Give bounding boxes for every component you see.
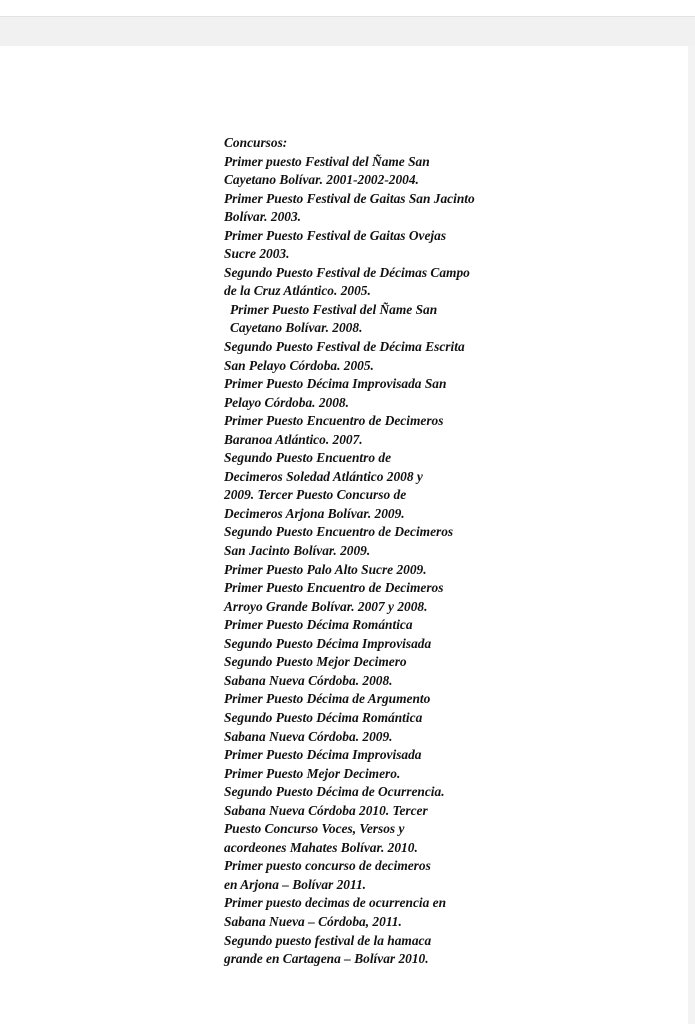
text-line: Segundo Puesto Festival de Décimas Campo — [224, 264, 470, 280]
text-line: grande en Cartagena – Bolívar 2010. — [224, 951, 429, 967]
text-line: Arroyo Grande Bolívar. 2007 y 2008. — [224, 598, 428, 614]
text-line: Segundo Puesto Décima de Ocurrencia. — [224, 784, 445, 800]
text-line: Sabana Nueva – Córdoba, 2011. — [224, 913, 402, 929]
text-line: Primer Puesto Décima Improvisada San — [224, 376, 447, 392]
text-line: Segundo Puesto Encuentro de Decimeros — [224, 524, 454, 540]
text-line: Puesto Concurso Voces, Versos y — [224, 821, 405, 837]
text-line: Sabana Nueva Córdoba 2010. Tercer — [224, 802, 428, 818]
top-bar — [0, 0, 695, 16]
text-line: en Arjona – Bolívar 2011. — [224, 876, 366, 892]
contest-list — [224, 134, 475, 969]
text-line: Decimeros Arjona Bolívar. 2009. — [224, 505, 405, 521]
text-line: San Jacinto Bolívar. 2009. — [224, 543, 371, 559]
scrollbar[interactable] — [688, 46, 695, 1024]
text-line: Segundo Puesto Mejor Decimero — [224, 654, 407, 670]
text-line: 2009. Tercer Puesto Concurso de — [224, 487, 407, 503]
text-line: Bolívar. 2003. — [224, 209, 302, 225]
text-line: Primer puesto decimas de ocurrencia en — [224, 895, 447, 911]
text-line: Primer Puesto Festival de Gaitas Ovejas — [224, 227, 447, 243]
text-line: acordeones Mahates Bolívar. 2010. — [224, 839, 418, 855]
text-line: Primer Puesto Décima de Argumento — [224, 691, 431, 707]
text-line: Cayetano Bolívar. 2008. — [230, 320, 363, 336]
text-line: Segundo Puesto Décima Romántica — [224, 709, 423, 725]
text-line: Primer Puesto Décima Improvisada — [224, 747, 422, 763]
text-line: San Pelayo Córdoba. 2005. — [224, 357, 374, 373]
text-line: Primer Puesto Décima Romántica — [224, 617, 413, 633]
viewer-toolbar — [0, 16, 695, 47]
text-line: Primer Puesto Encuentro de Decimeros — [224, 413, 444, 429]
text-line: Segundo Puesto Décima Improvisada — [224, 635, 432, 651]
text-line: Pelayo Córdoba. 2008. — [224, 394, 349, 410]
text-line: Primer Puesto Festival de Gaitas San Jacinto — [224, 190, 475, 206]
text-line: de la Cruz Atlántico. 2005. — [224, 283, 371, 299]
text-line: Segundo puesto festival de la hamaca — [224, 932, 432, 948]
text-line: Primer puesto Festival del Ñame San — [224, 153, 430, 169]
text-line: Sucre 2003. — [224, 246, 290, 262]
text-line: Primer Puesto Festival del Ñame San — [230, 301, 438, 317]
text-line: Sabana Nueva Córdoba. 2009. — [224, 728, 393, 744]
text-line: Sabana Nueva Córdoba. 2008. — [224, 672, 393, 688]
text-line: Segundo Puesto Festival de Décima Escrita — [224, 339, 465, 355]
text-line: Segundo Puesto Encuentro de — [224, 450, 392, 466]
text-line: Baranoa Atlántico. 2007. — [224, 431, 363, 447]
text-line: Primer puesto concurso de decimeros — [224, 858, 431, 874]
text-line: Cayetano Bolívar. 2001-2002-2004. — [224, 172, 419, 188]
text-line: Primer Puesto Palo Alto Sucre 2009. — [224, 561, 427, 577]
section-heading: Concursos: — [224, 135, 288, 150]
text-line: Primer Puesto Mejor Decimero. — [224, 765, 401, 781]
text-line: Primer Puesto Encuentro de Decimeros — [224, 580, 444, 596]
text-line: Decimeros Soledad Atlántico 2008 y — [224, 468, 423, 484]
